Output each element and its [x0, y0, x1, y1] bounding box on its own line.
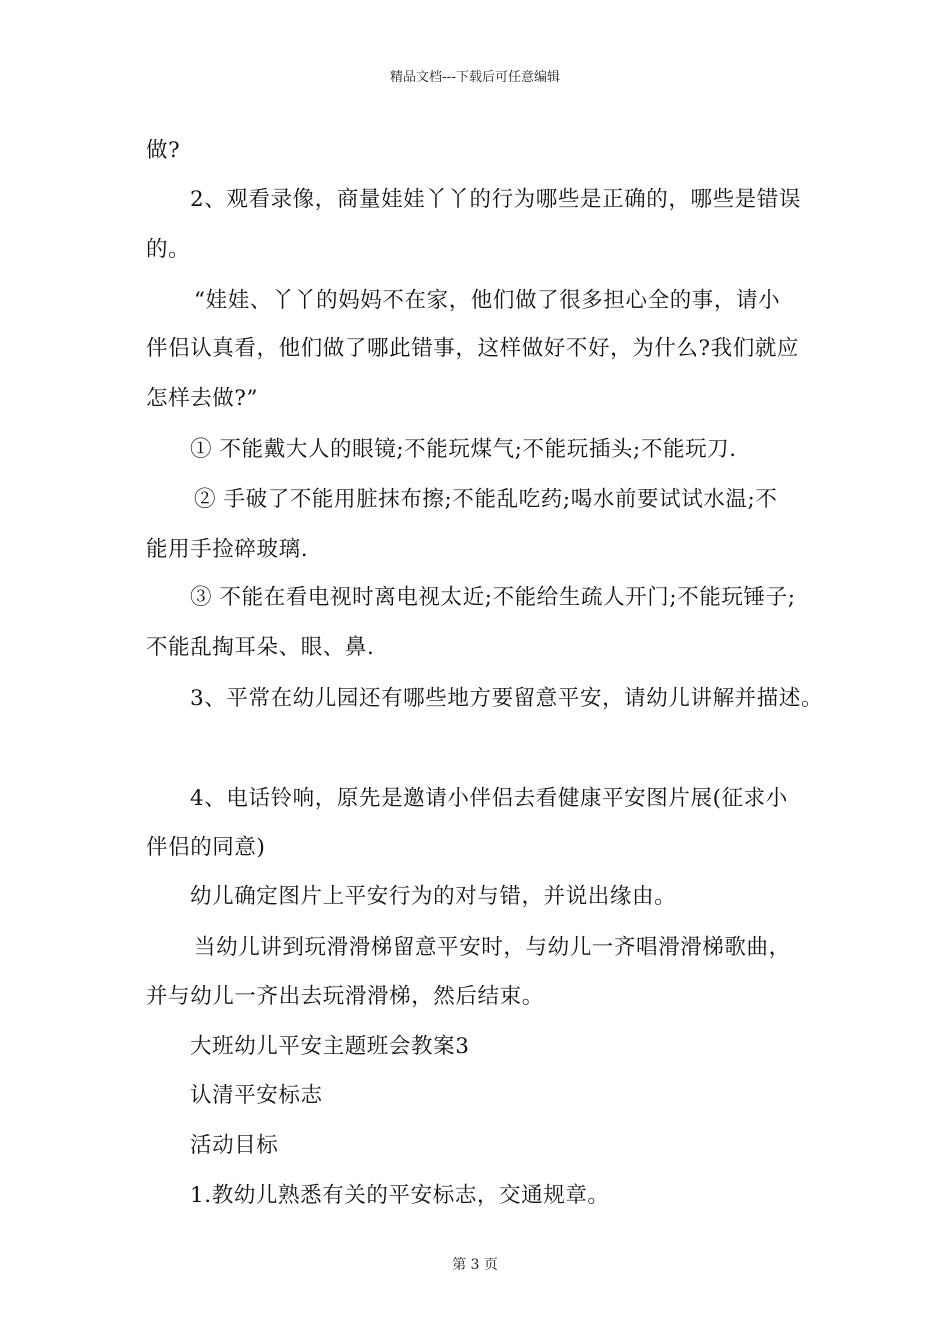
text-line: ① 不能戴大人的眼镜;不能玩煤气;不能玩插头;不能玩刀.	[190, 437, 737, 462]
text-line: 的。	[146, 237, 191, 262]
text-line: 怎样去做?”	[146, 386, 259, 411]
page-number: 第 3 页	[452, 1257, 498, 1273]
text-line: 4、电话铃响，原先是邀请小伴侣去看健康平安图片展(征求小	[190, 786, 788, 811]
text-line: 1.教幼儿熟悉有关的平安标志，交通规章。	[190, 1183, 610, 1208]
text-line: 不能乱掏耳朵、眼、鼻.	[146, 635, 375, 660]
text-line: “娃娃、丫丫的妈妈不在家，他们做了很多担心全的事，请小	[194, 288, 781, 313]
text-line: 幼儿确定图片上平安行为的对与错，并说出缘由。	[190, 884, 677, 909]
text-line: ② 手破了不能用脏抹布擦;不能乱吃药;喝水前要试试水温;不	[194, 487, 778, 512]
text-line: 活动目标	[190, 1133, 279, 1158]
text-line: 能用手捡碎玻璃.	[146, 537, 309, 562]
text-line: 认清平安标志	[190, 1083, 323, 1108]
text-line: 当幼儿讲到玩滑滑梯留意平安时，与幼儿一齐唱滑滑梯歌曲，	[194, 935, 791, 960]
text-line: 并与幼儿一齐出去玩滑滑梯，然后结束。	[146, 984, 544, 1009]
page-header: 精品文档---下载后可任意编辑	[389, 70, 561, 85]
text-line: 伴侣认真看，他们做了哪此错事，这样做好不好，为什么?我们就应	[146, 336, 800, 361]
section-title: 大班幼儿平安主题班会教案3	[190, 1034, 470, 1059]
text-line: 伴侣的同意)	[146, 835, 266, 860]
text-line: 2、观看录像，商量娃娃丫丫的行为哪些是正确的，哪些是错误	[190, 187, 801, 212]
text-line: 3、平常在幼儿园还有哪些地方要留意平安，请幼儿讲解并描述。	[190, 686, 824, 711]
text-line: ③ 不能在看电视时离电视太近;不能给生疏人开门;不能玩锤子;	[190, 585, 796, 610]
text-line: 做?	[146, 138, 181, 163]
